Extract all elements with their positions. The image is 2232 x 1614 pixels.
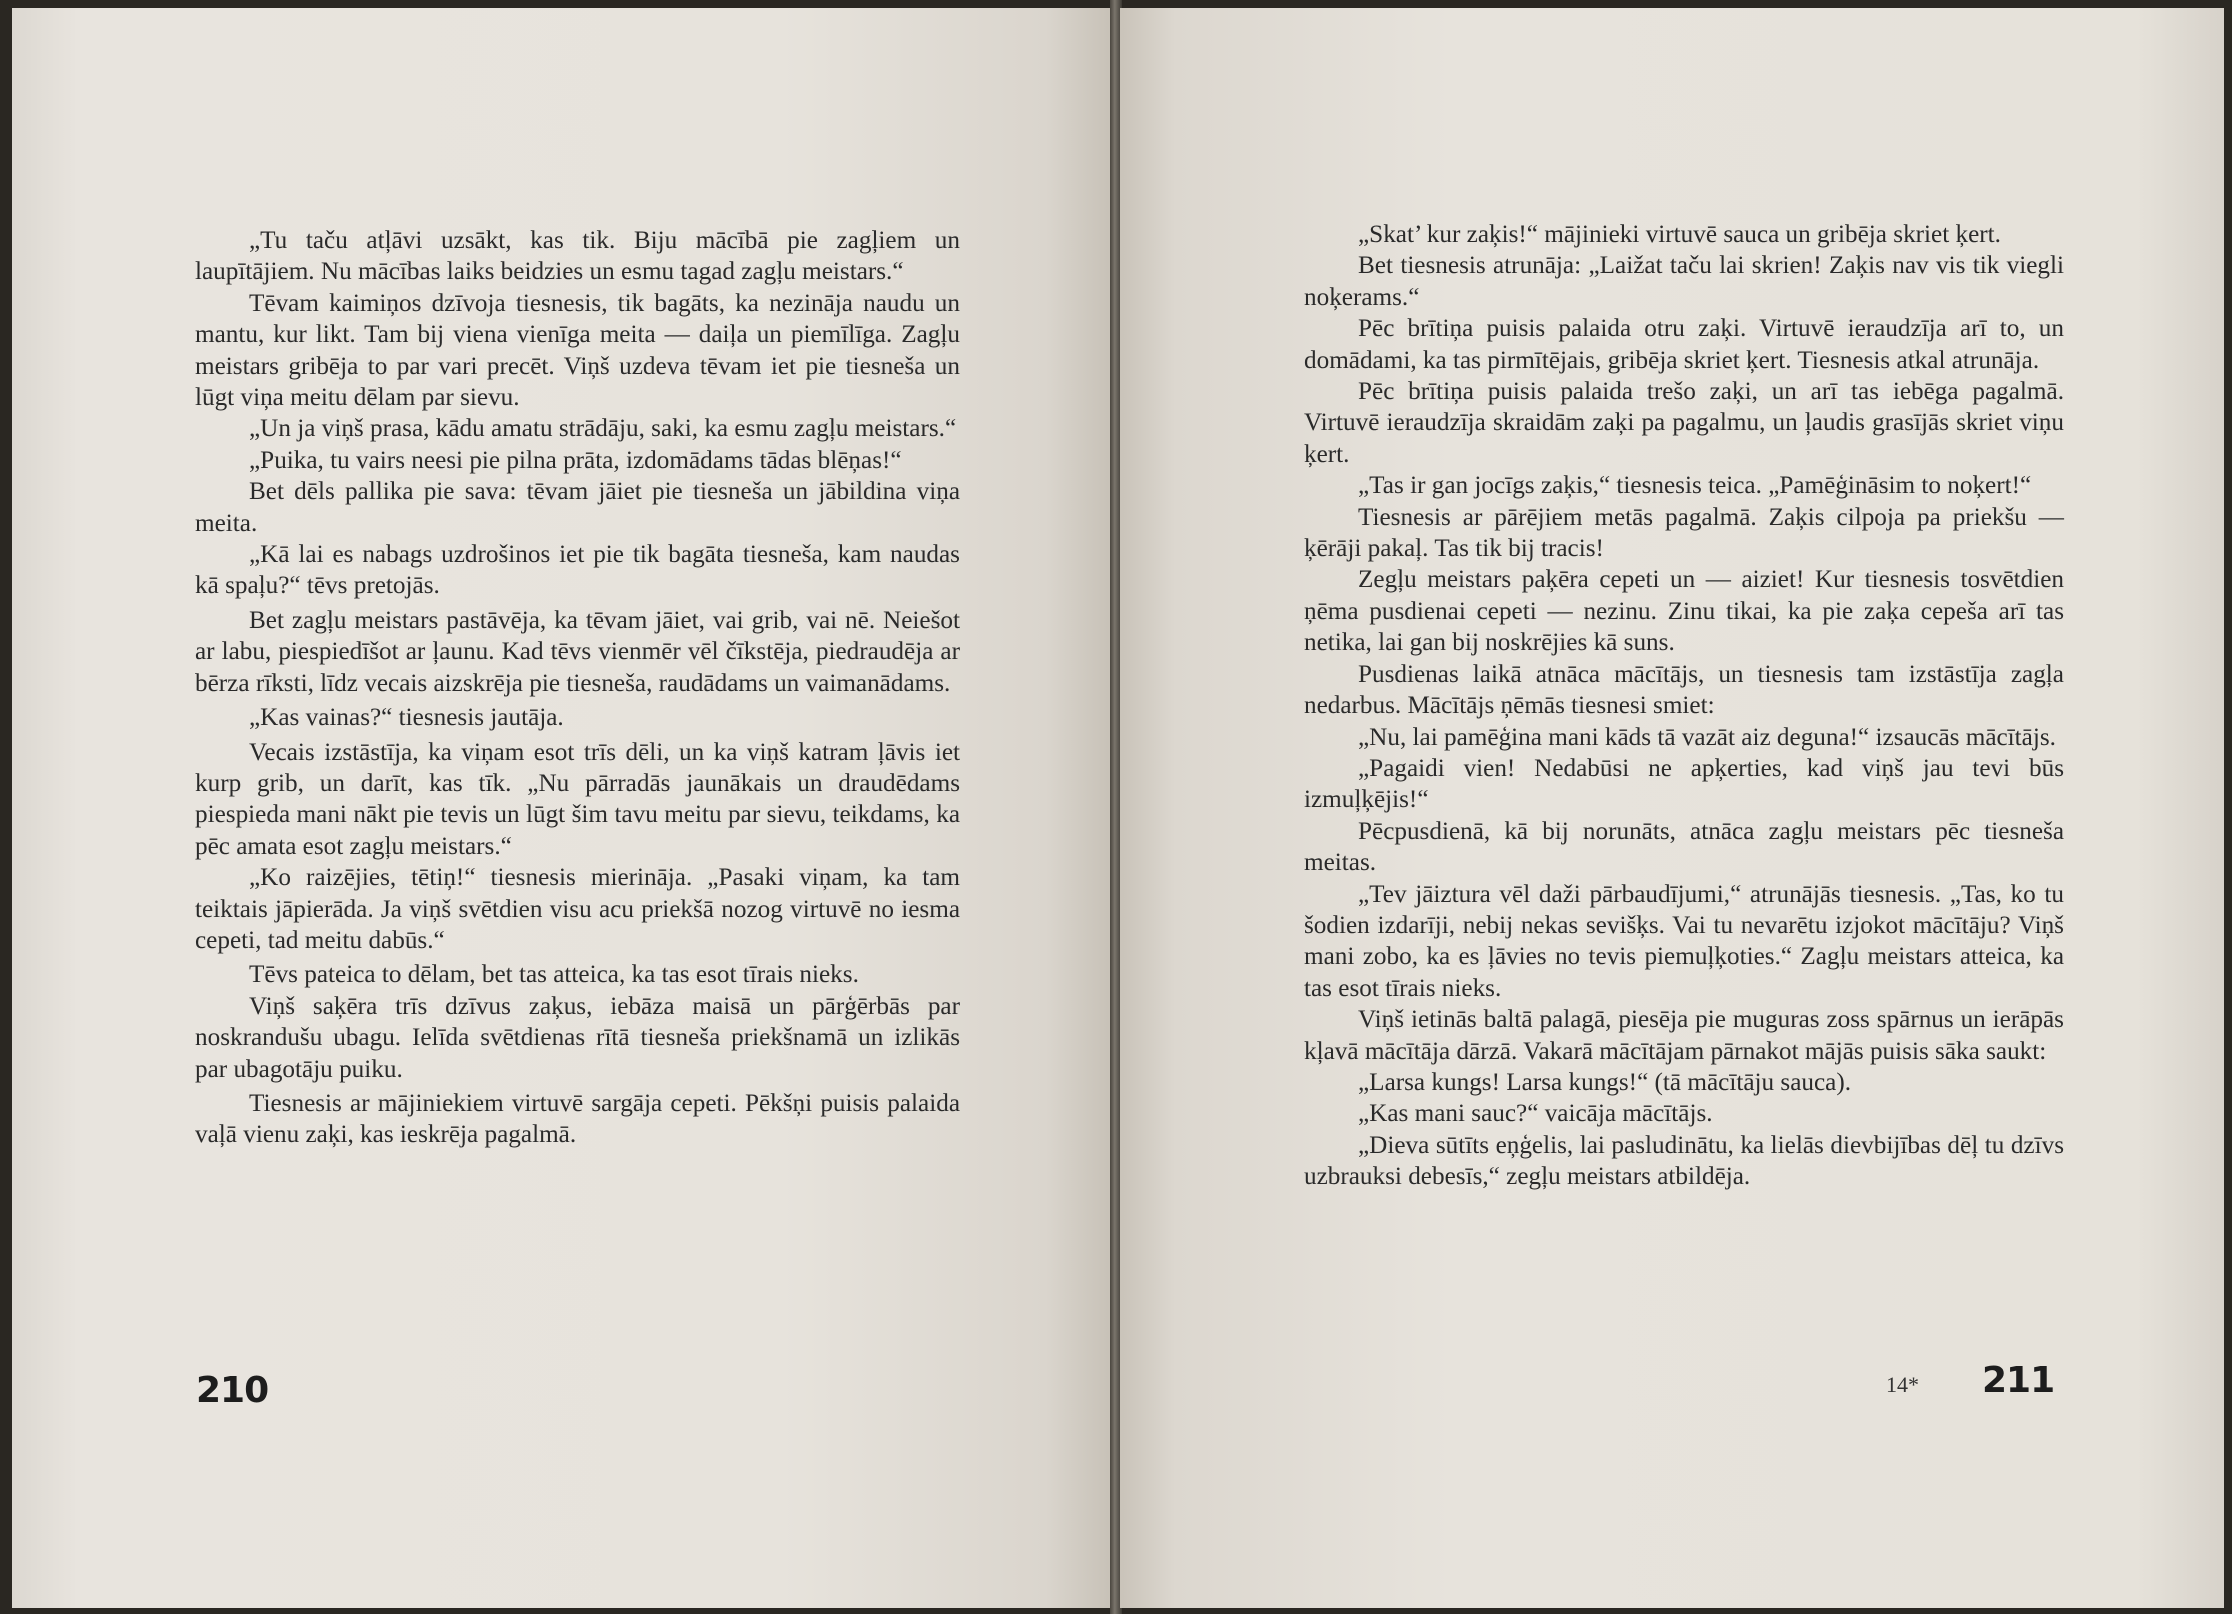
left-page-text bbox=[195, 225, 960, 1151]
paragraph: „Skat’ kur zaķis!“ mājinieki virtuvē sauca un gribēja skriet ķert. bbox=[1358, 221, 2001, 248]
paragraph: „Pagaidi vien! Nedabūsi ne apķerties, kad viņš jau tevi būs izmuļķējis!“ bbox=[1304, 754, 2064, 814]
paragraph: Pēcpusdienā, kā bij norunāts, atnāca zagļu meistars pēc tiesneša meitas. bbox=[1304, 817, 2064, 877]
paragraph: Pēc brītiņa puisis palaida trešo zaķi, un arī tas iebēga pagalmā. Virtuvē ieraudzīja skraidām zaķi pa pagalmu, un ļaudis grasījās skriet viņu ķert. bbox=[1304, 378, 2064, 468]
paragraph: „Un ja viņš prasa, kādu amatu strādāju, saki, ka esmu zagļu meistars.“ bbox=[249, 415, 957, 443]
paragraph: Bet dēls pallika pie sava: tēvam jāiet pie tiesneša un jābildina viņa meita. bbox=[195, 478, 960, 537]
paragraph: Tiesnesis ar pārējiem metās pagalmā. Zaķis cilpoja pa priekšu — ķērāji pakaļ. Tas tik bij tracis! bbox=[1304, 503, 2064, 563]
paragraph: „Larsa kungs! Larsa kungs!“ (tā mācītāju sauca). bbox=[1358, 1068, 1852, 1096]
paragraph: „Kas vainas?“ tiesnesis jautāja. bbox=[249, 704, 564, 732]
paragraph: Vecais izstāstīja, ka viņam esot trīs dēli, un ka viņš katram ļāvis iet kurp grib, un darīt, kas tīk. „Nu pārradās jaunākais un draudēdams piespieda mani nākt pie tevis un lūgt šim tavu meitu par sievu, teikdams, ka pēc amata esot zagļu meistars.“ bbox=[195, 738, 960, 860]
paragraph: Zegļu meistars paķēra cepeti un — aiziet! Kur tiesnesis tosvētdien ņēma pusdienai cepeti — nezinu. Zinu tikai, ka pie zaķa cepeša arī tas netika, lai gan bij noskrējies kā suns. bbox=[1304, 566, 2064, 657]
paragraph: „Puika, tu vairs neesi pie pilna prāta, izdomādams tādas blēņas!“ bbox=[249, 446, 902, 474]
paragraph: „Tas ir gan jocīgs zaķis,“ tiesnesis teica. „Pamēģināsim to noķert!“ bbox=[1358, 472, 2032, 500]
paragraph: Pusdienas laikā atnāca mācītājs, un tiesnesis tam izstāstīja zagļa nedarbus. Mācītājs ņēmās tiesnesi smiet: bbox=[1304, 660, 2064, 720]
paragraph: „Nu, lai pamēģina mani kāds tā vazāt aiz deguna!“ izsaucās mācītājs. bbox=[1358, 723, 2056, 751]
paragraph: Tēvs pateica to dēlam, bet tas atteica, ka tas esot tīrais nieks. bbox=[249, 961, 859, 989]
left-page bbox=[12, 8, 1112, 1608]
paragraph: „Ko raizējies, tētiņ!“ tiesnesis mierināja. „Pasaki viņam, ka tam teiktais jāpierāda. Ja viņš svētdien visu acu priekšā nozog virtuvē no iesma cepeti, tad meitu dabūs.“ bbox=[195, 864, 960, 954]
paragraph: Bet zagļu meistars pastāvēja, ka tēvam jāiet, vai grib, vai nē. Neiešot ar labu, piespiedīšot ar ļaunu. Kad tēvs vienmēr vēl čīkstēja, piedraudēja ar bērza rīksti, līdz vecais aizskrēja pie tiesneša, raudādams un vaimanādams. bbox=[195, 606, 960, 697]
paragraph: „Tev jāiztura vēl daži pārbaudījumi,“ atrunājās tiesnesis. „Tas, ko tu šodien izdarīji, nebij nekas sevišķs. Vai tu nevarētu izjokot mācītāju? Viņš mani zobo, ka es ļāvies no tevis piemuļķoties.“ Zagļu meistars atteica, ka tas esot tīrais nieks. bbox=[1304, 880, 2064, 1002]
page-number: 210 bbox=[196, 1370, 269, 1411]
paragraph: „Kā lai es nabags uzdrošinos iet pie tik bagāta tiesneša, kam naudas kā spaļu?“ tēvs pretojās. bbox=[195, 541, 960, 600]
paragraph: Viņš ietinās baltā palagā, piesēja pie muguras zoss spārnus un ierāpās kļavā mācītāja dārzā. Vakarā mācītājam pārnakot mājās puisis sāka saukt: bbox=[1304, 1006, 2064, 1065]
right-page bbox=[1120, 8, 2224, 1608]
signature-mark: 14* bbox=[1886, 1372, 1919, 1397]
paragraph: Pēc brītiņa puisis palaida otru zaķi. Virtuvē ieraudzīja arī to, un domādami, ka tas pirmītējais, gribēja skriet ķert. Tiesnesis atkal atrunāja. bbox=[1304, 315, 2064, 374]
paragraph: Tēvam kaimiņos dzīvoja tiesnesis, tik bagāts, ka nezināja naudu un mantu, kur likt. Tam bij viena vienīga meita — daiļa un piemīlīga. Zagļu meistars gribēja to par vari precēt. Viņš uzdeva tēvam iet pie tiesneša un lūgt viņa meitu dēlam par sievu. bbox=[195, 289, 960, 412]
paragraph: Tiesnesis ar mājiniekiem virtuvē sargāja cepeti. Pēkšņi puisis palaida vaļā vienu zaķi, kas ieskrēja pagalmā. bbox=[195, 1089, 960, 1149]
paragraph: „Kas mani sauc?“ vaicāja mācītājs. bbox=[1358, 1100, 1713, 1128]
paragraph: Viņš saķēra trīs dzīvus zaķus, iebāza maisā un pārģērbās par noskrandušu ubagu. Ielīda svētdienas rītā tiesneša priekšnamā un izlikās par ubagotāju puiku. bbox=[195, 992, 960, 1083]
page-number: 211 bbox=[1982, 1360, 2055, 1401]
paragraph: „Tu taču atļāvi uzsākt, kas tik. Biju mācībā pie zagļiem un laupītājiem. Nu mācības laiks beidzies un esmu tagad zagļu meistars.“ bbox=[195, 227, 960, 286]
paragraph: Bet tiesnesis atrunāja: „Laižat taču lai skrien! Zaķis nav vis tik viegli noķerams.“ bbox=[1304, 252, 2064, 311]
paragraph: „Dieva sūtīts eņģelis, lai pasludinātu, ka lielās dievbijības dēļ tu dzīvs uzbrauksi debesīs,“ zegļu meistars atbildēja. bbox=[1304, 1131, 2064, 1191]
right-page-text bbox=[1304, 219, 2064, 1193]
